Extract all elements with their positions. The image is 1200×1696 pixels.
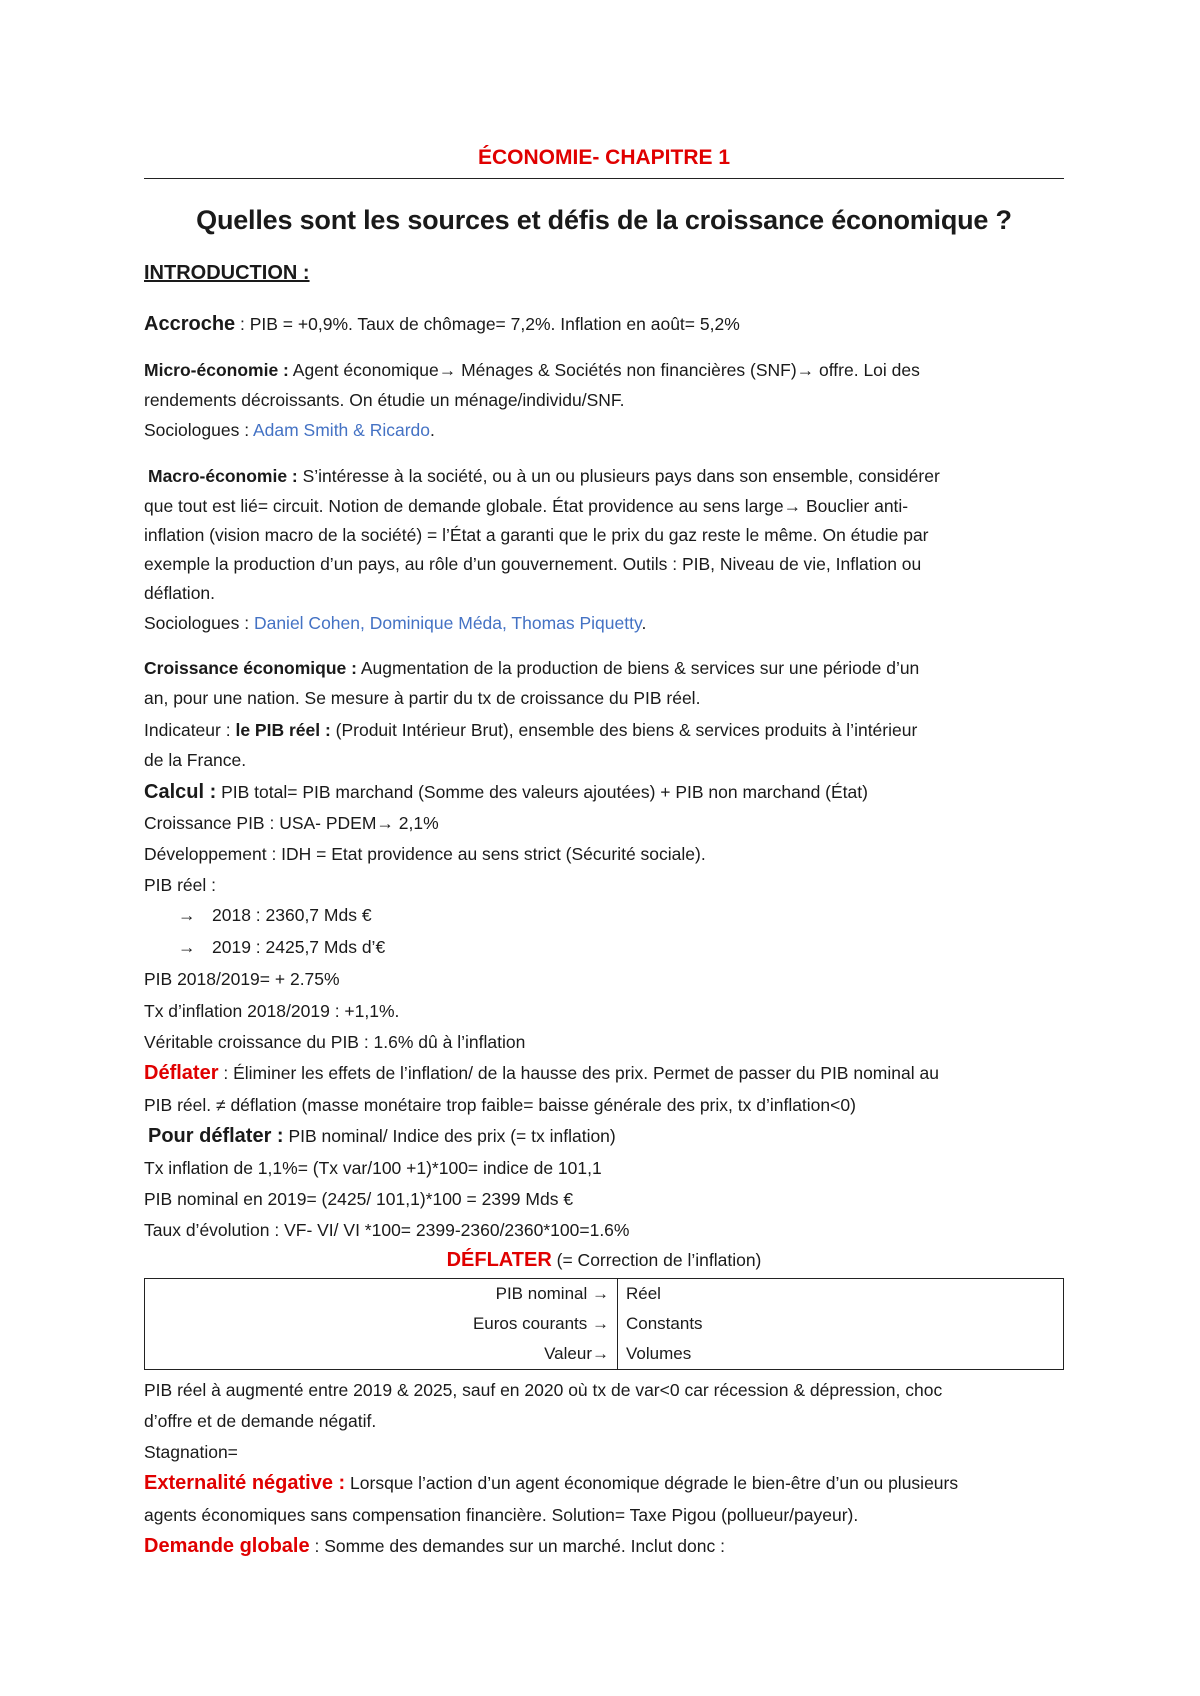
- indicateur-prefix: Indicateur :: [144, 720, 236, 740]
- macro-paragraph-line: déflation.: [144, 583, 216, 603]
- punctuation: .: [641, 613, 647, 633]
- macro-paragraph-line: que tout est lié= circuit. Notion de demande globale. État providence au sens large→ Bouclier anti-: [144, 496, 909, 516]
- deflater-label: Déflater: [144, 1062, 219, 1084]
- table-row: [145, 1309, 1064, 1339]
- table-row: [145, 1339, 1064, 1370]
- pib-reel-line: PIB réel :: [144, 875, 216, 895]
- stagnation-line: Stagnation=: [144, 1442, 238, 1462]
- micro-label: Micro-économie :: [144, 360, 289, 380]
- table-caption: [144, 1249, 1064, 1272]
- croissance-paragraph-line: an, pour une nation. Se mesure à partir du tx de croissance du PIB réel.: [144, 688, 701, 708]
- table-cell: Valeur→: [145, 1339, 618, 1370]
- calcul-line: [144, 781, 868, 803]
- demande-globale-label: Demande globale: [144, 1535, 310, 1557]
- micro-text: Agent économique→ Ménages & Sociétés non financières (SNF)→ offre. Loi des: [288, 360, 920, 380]
- punctuation: .: [430, 420, 435, 440]
- indicateur-line: de la France.: [144, 750, 247, 770]
- accroche-paragraph: [144, 313, 740, 335]
- table-cell: Réel: [626, 1284, 661, 1303]
- calc-line: PIB nominal en 2019= (2425/ 101,1)*100 = 2399 Mds €: [144, 1189, 574, 1209]
- macro-paragraph-line: [148, 465, 940, 487]
- calc-line: Taux d’évolution : VF- VI/ VI *100= 2399-2360/2360*100=1.6%: [144, 1220, 630, 1240]
- after-table-line: PIB réel à augmenté entre 2019 & 2025, sauf en 2020 où tx de var<0 car récession & dépression, choc: [144, 1380, 943, 1400]
- externalite-paragraph-line: [144, 1472, 958, 1494]
- micro-paragraph-line: rendements décroissants. On étudie un ménage/individu/SNF.: [144, 390, 625, 410]
- demande-globale-text: : Somme des demandes sur un marché. Inclut donc :: [309, 1536, 725, 1556]
- sociologues-names: Adam Smith & Ricardo: [252, 420, 430, 440]
- deflater-table: [144, 1278, 1064, 1370]
- table-cell: PIB nominal →: [145, 1279, 618, 1310]
- pour-deflater-text: PIB nominal/ Indice des prix (= tx inflation): [283, 1126, 616, 1146]
- list-item: [178, 937, 385, 958]
- macro-paragraph-line: exemple la production d’un pays, au rôle d’un gouvernement. Outils : PIB, Niveau de vie, Inflation ou: [144, 554, 922, 574]
- list-item-text: 2019 : 2425,7 Mds d’€: [212, 937, 386, 957]
- externalite-label: Externalité négative :: [144, 1472, 346, 1494]
- list-item-text: 2018 : 2360,7 Mds €: [212, 905, 372, 925]
- accroche-text: : PIB = +0,9%. Taux de chômage= 7,2%. Inflation en août= 5,2%: [235, 314, 740, 334]
- page-title: Quelles sont les sources et défis de la croissance économique ?: [196, 205, 1012, 235]
- macro-sociologues: [144, 612, 646, 634]
- pour-deflater-label: Pour déflater :: [148, 1125, 284, 1147]
- table-cell: Volumes: [626, 1344, 692, 1363]
- table-cell: Euros courants →: [145, 1309, 618, 1339]
- list-item: [178, 905, 372, 926]
- indicateur-text: (Produit Intérieur Brut), ensemble des biens & services produits à l’intérieur: [330, 720, 918, 740]
- table-row: [145, 1279, 1064, 1310]
- croissance-label: Croissance économique :: [144, 658, 357, 678]
- table-cell: Constants: [626, 1314, 703, 1333]
- table-caption-title: DÉFLATER: [446, 1249, 552, 1271]
- deflater-paragraph-line: PIB réel. ≠ déflation (masse monétaire trop faible= baisse générale des prix, tx d’inflation<0): [144, 1095, 856, 1115]
- indicateur-line: [144, 719, 917, 741]
- after-table-line: d’offre et de demande négatif.: [144, 1411, 377, 1431]
- macro-text: S’intéresse à la société, ou à un ou plusieurs pays dans son ensemble, considérer: [297, 466, 940, 486]
- heading-rule: [144, 178, 1064, 179]
- croissance-paragraph-line: [144, 657, 919, 679]
- calc-line: Tx inflation de 1,1%= (Tx var/100 +1)*100= indice de 101,1: [144, 1158, 602, 1178]
- tx-inflation-line: Tx d’inflation 2018/2019 : +1,1%.: [144, 1001, 400, 1021]
- demande-globale-line: [144, 1535, 725, 1557]
- macro-paragraph-line: inflation (vision macro de la société) = l’État a garanti que le prix du gaz reste le même. On étudie par: [144, 525, 929, 545]
- sociologues-label: Sociologues :: [144, 613, 250, 633]
- externalite-paragraph-line: agents économiques sans compensation financière. Solution= Taxe Pigou (pollueur/payeur).: [144, 1505, 859, 1525]
- sociologues-label: Sociologues :: [144, 420, 250, 440]
- croissance-text: Augmentation de la production de biens & services sur une période d’un: [356, 658, 920, 678]
- deflater-paragraph-line: [144, 1062, 939, 1084]
- croissance-pib-line: Croissance PIB : USA- PDEM→ 2,1%: [144, 813, 439, 833]
- section-heading-introduction: INTRODUCTION :: [144, 262, 310, 284]
- arrow-icon: →: [178, 937, 196, 957]
- externalite-text: Lorsque l’action d’un agent économique dégrade le bien-être d’un ou plusieurs: [345, 1473, 959, 1493]
- chapter-heading: ÉCONOMIE- CHAPITRE 1: [477, 146, 731, 169]
- developpement-line: Développement : IDH = Etat providence au sens strict (Sécurité sociale).: [144, 844, 706, 864]
- macro-label: Macro-économie :: [148, 466, 298, 486]
- sociologues-names: Daniel Cohen, Dominique Méda, Thomas Piquetty: [253, 613, 642, 633]
- micro-paragraph-line: [144, 359, 920, 381]
- deflater-text: : Éliminer les effets de l’inflation/ de la hausse des prix. Permet de passer du PIB nominal au: [218, 1063, 939, 1083]
- pib-2018-2019-line: PIB 2018/2019= + 2.75%: [144, 969, 340, 989]
- pour-deflater-line: [148, 1125, 616, 1147]
- calcul-text: PIB total= PIB marchand (Somme des valeurs ajoutées) + PIB non marchand (État): [216, 782, 868, 802]
- table-caption-subtitle: (= Correction de l’inflation): [551, 1250, 762, 1270]
- calcul-label: Calcul :: [144, 781, 217, 803]
- accroche-label: Accroche: [144, 313, 236, 335]
- indicateur-label: le PIB réel :: [235, 720, 331, 740]
- veritable-croissance-line: Véritable croissance du PIB : 1.6% dû à l’inflation: [144, 1032, 526, 1052]
- arrow-icon: →: [178, 905, 196, 925]
- micro-sociologues: [144, 419, 435, 441]
